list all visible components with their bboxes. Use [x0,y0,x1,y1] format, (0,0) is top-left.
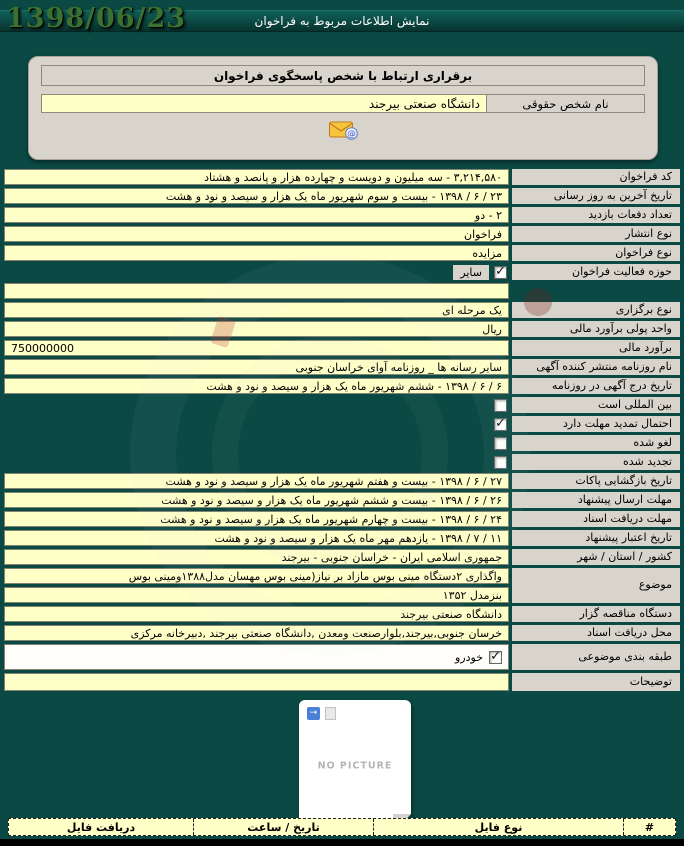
form-row-subject [4,568,680,603]
form-row-renewed [4,454,680,470]
extension-probability-checkbox[interactable] [494,418,507,431]
form-row-tendering-agency [4,606,680,622]
form-row-cancelled [4,435,680,451]
last-update-field[interactable]: ۲۳ / ۶ / ۱۳۹۸ - بیست و سوم شهریور ماه یک هزار و سیصد و نود و هشت [4,188,509,204]
contact-panel [28,56,658,160]
international-label: بین المللی است [512,397,680,413]
form-row-location [4,549,680,565]
form-row-document-location [4,625,680,641]
page-title: نمایش اطلاعات مربوط به فراخوان [254,14,430,28]
ad-date-label: تاریخ درج آگهی در روزنامه [512,378,680,394]
form-row-publication-type [4,226,680,242]
visit-count-label: تعداد دفعات بازدید [512,207,680,223]
date-display: 1398/06/23 [6,3,187,34]
form-row-visit-count [4,207,680,223]
publication-type-label: نوع انتشار [512,226,680,242]
no-picture-text: NO PICTURE [317,760,393,772]
cancelled-checkbox[interactable] [494,437,507,450]
form-row-call-type [4,245,680,261]
last-update-label: تاریخ آخرین به روز رسانی [512,188,680,204]
newspaper-label: نام روزنامه منتشر کننده آگهی [512,359,680,375]
subject-field-line2[interactable]: بنزمدل ۱۳۵۲ [4,587,509,603]
call-type-label: نوع فراخوان [512,245,680,261]
subject-category-option-label[interactable]: خودرو [454,650,483,664]
document-location-label: محل دریافت اسناد [512,625,680,641]
form-row-subject-category [4,644,680,670]
visit-count-field[interactable]: ۲ - دو [4,207,509,223]
tender-form [4,169,680,694]
ad-date-field[interactable]: ۶ / ۶ / ۱۳۹۸ - ششم شهریور ماه یک هزار و سیصد و نود و هشت [4,378,509,394]
form-row-activity-extra [4,283,680,299]
financial-estimate-field[interactable]: 750000000 [4,340,509,356]
activity-domain-option-label[interactable]: سایر [453,265,489,280]
holding-type-field[interactable]: یک مرحله ای [4,302,509,318]
form-row-extension-probability [4,416,680,432]
form-row-currency [4,321,680,337]
form-row-proposal-deadline [4,492,680,508]
form-row-ad-date [4,378,680,394]
form-row-last-update [4,188,680,204]
document-page-icon [325,707,336,720]
financial-estimate-label: برآورد مالی [512,340,680,356]
activity-domain-checkbox[interactable] [494,266,507,279]
proposal-deadline-label: مهلت ارسال پیشنهاد [512,492,680,508]
files-col-file-type: نوع فایل [373,819,623,835]
renewed-label: تجدید شده [512,454,680,470]
form-row-envelope-opening-date [4,473,680,489]
publication-type-field[interactable]: فراخوان [4,226,509,242]
proposal-validity-label: تاریخ اعتبار پیشنهاد [512,530,680,546]
form-row-call-code [4,169,680,185]
location-field[interactable]: جمهوری اسلامی ایران - خراسان جنوبی - بیرجند [4,549,509,565]
document-location-field[interactable]: خرسان جنوبی,بیرجند,بلوارصنعت ومعدن ,دانشگاه صنعتی بیرجند ,دبیرخانه مرکزی [4,625,509,641]
proposal-validity-field[interactable]: ۱۱ / ۷ / ۱۳۹۸ - یازدهم مهر ماه یک هزار و سیصد و نود و هشت [4,530,509,546]
call-type-field[interactable]: مزایده [4,245,509,261]
no-picture-placeholder [299,700,411,832]
activity-extra-label [512,283,680,299]
broken-image-icon: → [307,707,320,720]
subject-field-line1[interactable]: واگذاری ۲دستگاه مینی بوس مازاد بر نیاز(مینی بوس مهسان مدل۱۳۸۸ومینی بوس [4,568,509,584]
form-row-financial-estimate [4,340,680,356]
holding-type-label: نوع برگزاری [512,302,680,318]
subject-category-field [4,644,509,670]
subject-category-checkbox[interactable] [489,651,502,664]
currency-field[interactable]: ریال [4,321,509,337]
renewed-checkbox[interactable] [494,456,507,469]
call-code-label: کد فراخوان [512,169,680,185]
files-col-datetime: تاریخ / ساعت [193,819,373,835]
document-deadline-label: مهلت دریافت اسناد [512,511,680,527]
subject-category-label: طبقه بندی موضوعی [512,644,680,670]
tendering-agency-field[interactable]: دانشگاه صنعتی بیرجند [4,606,509,622]
contact-row [41,94,645,113]
description-label: توضیحات [512,673,680,691]
subject-label: موضوع [512,568,680,603]
form-row-holding-type [4,302,680,318]
international-checkbox[interactable] [494,399,507,412]
files-col-download: دریافت فایل [66,820,136,834]
contact-panel-header: برقراری ارتباط با شخص پاسخگوی فراخوان [41,65,645,86]
activity-extra-field[interactable] [4,283,509,299]
bottom-strip [0,839,684,846]
currency-label: واحد پولی برآورد مالی [512,321,680,337]
form-row-newspaper [4,359,680,375]
form-row-international [4,397,680,413]
cancelled-label: لغو شده [512,435,680,451]
envelope-opening-date-label: تاریخ بازگشایی پاکات [512,473,680,489]
form-row-document-deadline [4,511,680,527]
description-field[interactable] [4,673,509,691]
newspaper-field[interactable]: سایر رسانه ها _ روزنامه آوای خراسان جنوبی [4,359,509,375]
form-row-description [4,673,680,691]
email-icon[interactable] [328,120,358,145]
proposal-deadline-field[interactable]: ۲۶ / ۶ / ۱۳۹۸ - بیست و ششم شهریور ماه یک هزار و سیصد و نود و هشت [4,492,509,508]
form-row-activity-domain [4,264,680,280]
activity-domain-label: حوزه فعالیت فراخوان [512,264,680,280]
tendering-agency-label: دستگاه مناقصه گزار [512,606,680,622]
extension-probability-label: احتمال تمدید مهلت دارد [512,416,680,432]
legal-person-name-label: نام شخص حقوقی [487,94,645,113]
location-label: کشور / استان / شهر [512,549,680,565]
files-col-number: # [623,819,675,835]
files-table-header [8,818,676,836]
svg-text:@: @ [347,129,356,140]
envelope-opening-date-field[interactable]: ۲۷ / ۶ / ۱۳۹۸ - بیست و هفتم شهریور ماه یک هزار و سیصد و نود و هشت [4,473,509,489]
legal-person-name-field[interactable]: دانشگاه صنعتی بیرجند [41,94,487,113]
call-code-field[interactable]: ۳,۲۱۴,۵۸۰ - سه میلیون و دویست و چهارده هزار و پانصد و هشتاد [4,169,509,185]
document-deadline-field[interactable]: ۲۴ / ۶ / ۱۳۹۸ - بیست و چهارم شهریور ماه یک هزار و سیصد و نود و هشت [4,511,509,527]
form-row-proposal-validity [4,530,680,546]
